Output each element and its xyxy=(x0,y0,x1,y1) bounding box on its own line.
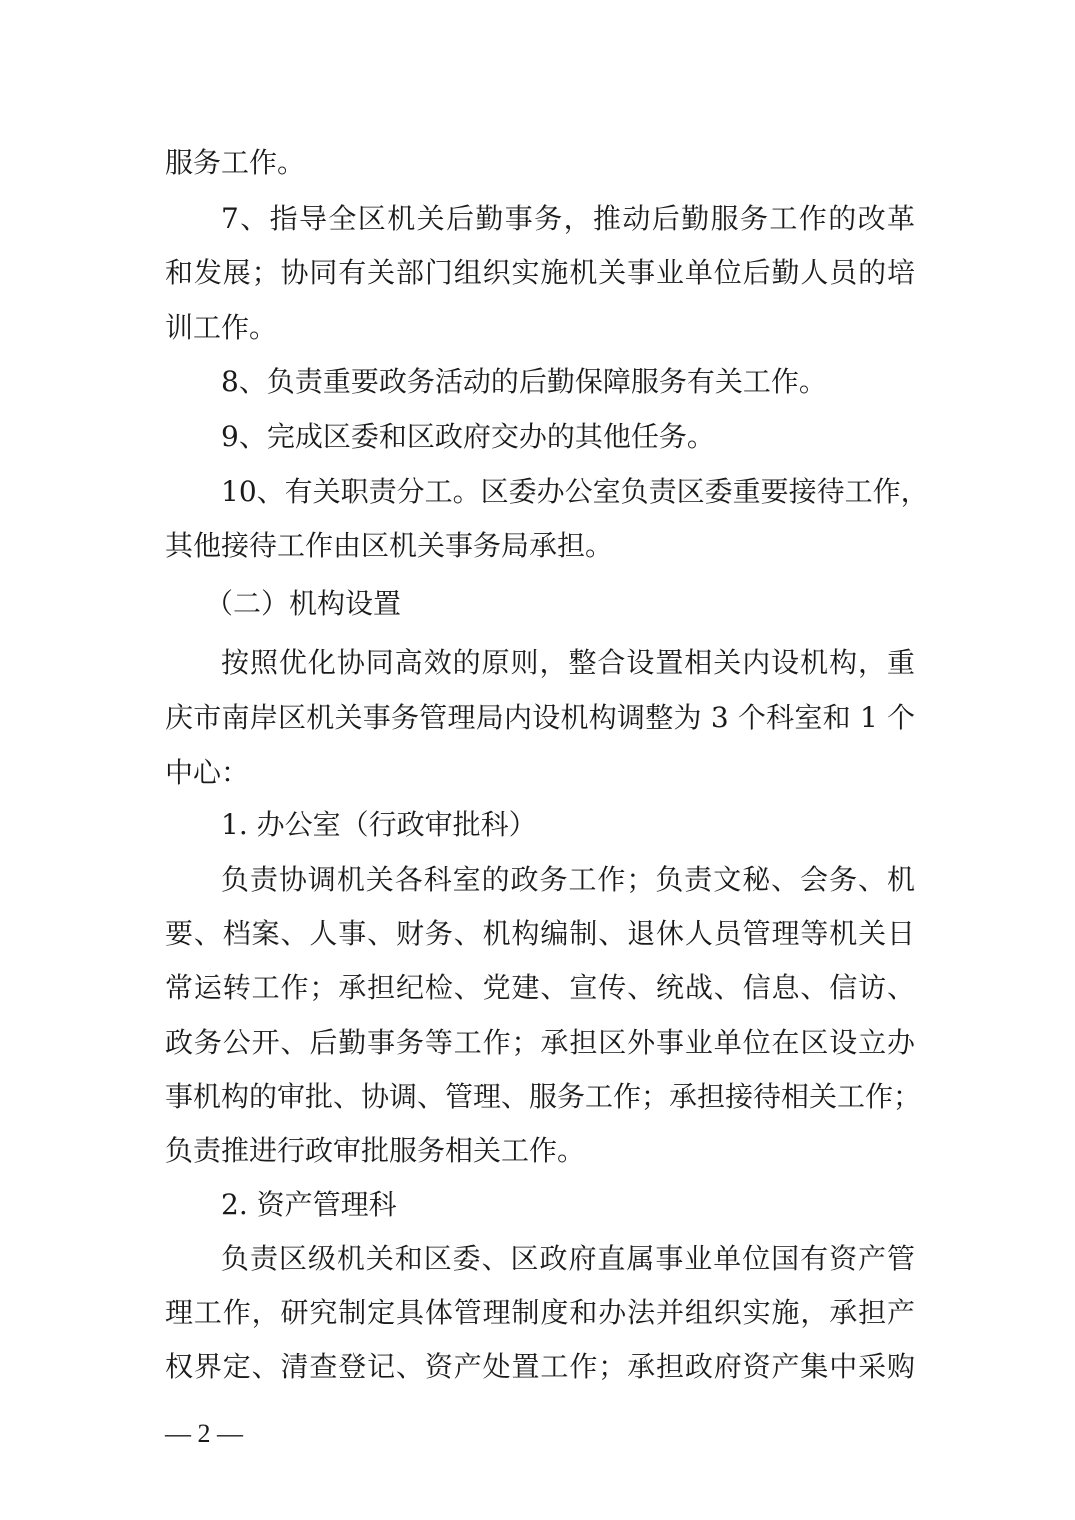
subsection-heading: 2. 资产管理科 xyxy=(221,1188,397,1221)
section-heading: （二）机构设置 xyxy=(205,587,402,620)
text-line: 庆市南岸区机关事务管理局内设机构调整为 3 个科室和 1 个 xyxy=(165,701,915,734)
text-line: 服务工作。 xyxy=(165,146,306,179)
text-line: 8、负责重要政务活动的后勤保障服务有关工作。 xyxy=(221,365,827,398)
text-line: 事机构的审批、协调、管理、服务工作；承担接待相关工作； xyxy=(165,1080,922,1113)
text-line: 中心： xyxy=(165,756,250,789)
text-line: 9、完成区委和区政府交办的其他任务。 xyxy=(221,420,715,453)
text-line: 负责推进行政审批服务相关工作。 xyxy=(165,1134,586,1167)
text-line: 政务公开、后勤事务等工作；承担区外事业单位在区设立办 xyxy=(165,1026,915,1059)
text-line: 训工作。 xyxy=(165,311,278,344)
text-line: 和发展；协同有关部门组织实施机关事业单位后勤人员的培 xyxy=(165,256,915,289)
text-line: 理工作，研究制定具体管理制度和办法并组织实施，承担产 xyxy=(165,1296,915,1329)
text-line: 10、有关职责分工。区委办公室负责区委重要接待工作， xyxy=(221,475,929,508)
text-line: 要、档案、人事、财务、机构编制、退休人员管理等机关日 xyxy=(165,917,915,950)
text-line: 权界定、清查登记、资产处置工作；承担政府资产集中采购 xyxy=(165,1350,915,1383)
page-number: — 2 — xyxy=(165,1419,243,1448)
text-line: 7、指导全区机关后勤事务，推动后勤服务工作的改革 xyxy=(221,202,915,235)
text-line: 其他接待工作由区机关事务局承担。 xyxy=(165,529,614,562)
text-line: 常运转工作；承担纪检、党建、宣传、统战、信息、信访、 xyxy=(165,971,915,1004)
subsection-heading: 1. 办公室（行政审批科） xyxy=(221,808,537,841)
text-line: 负责区级机关和区委、区政府直属事业单位国有资产管 xyxy=(221,1242,915,1275)
text-line: 负责协调机关各科室的政务工作；负责文秘、会务、机 xyxy=(221,863,915,896)
text-line: 按照优化协同高效的原则，整合设置相关内设机构，重 xyxy=(221,646,915,679)
